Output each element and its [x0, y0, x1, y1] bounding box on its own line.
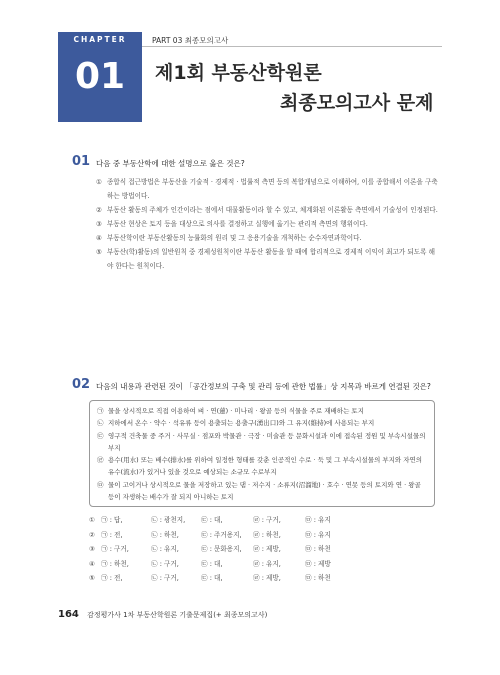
passage-item: ㉣ 용수(用水) 또는 배수(排水)를 위하여 일정한 형태를 갖춘 인공적인 수로 · 둑 및 그 부속시설물의 부지와 자연의 유수(流水)가 있거나 있을 것으로 예상되는 소규모 수로부지	[97, 456, 423, 477]
passage-item: ㉢ 영구적 건축물 중 주거 · 사무실 · 점포와 박물관 · 극장 · 미술관 등 문화시설과 이에 접속된 정원 및 부속시설물의 부지	[97, 431, 426, 452]
page-footer	[58, 609, 267, 620]
choice-3[interactable]: ③ 부동산 현상은 토지 등을 대상으로 의사를 결정하고 실행에 옮기는 관리적 측면의 행위이다.	[96, 220, 368, 228]
answer-option-4[interactable]: ④ ㉠ : 하천, ㉡ : 구거, ㉢ : 대, ㉣ : 유지, ㉤ : 제방	[89, 559, 331, 568]
question-1-text: 다음 중 부동산학에 대한 설명으로 옳은 것은?	[96, 159, 245, 168]
page-title-line1: 제1회 부동산학원론	[155, 62, 322, 84]
question-2-text: 다음의 내용과 관련된 것이 「공간정보의 구축 및 관리 등에 관한 법률」상 지목과 바르게 연결된 것은?	[96, 382, 431, 391]
chapter-box	[58, 32, 142, 122]
question-2-number: 02	[72, 377, 91, 392]
answer-option-1[interactable]: ① ㉠ : 답, ㉡ : 광천지, ㉢ : 대, ㉣ : 구거, ㉤ : 유지	[89, 516, 331, 524]
question-2-passage-box	[89, 400, 435, 507]
answer-option-2[interactable]: ② ㉠ : 전, ㉡ : 하천, ㉢ : 주거용지, ㉣ : 하천, ㉤ : 유지	[89, 530, 331, 539]
question-2-answers	[89, 513, 365, 586]
header-divider	[142, 46, 442, 47]
chapter-number: 01	[74, 56, 126, 97]
passage-item: ㉠ 물을 상시적으로 직접 이용하여 벼 · 연(蓮) · 미나리 · 왕골 등의 식물을 주로 재배하는 토지	[97, 407, 364, 415]
choice-1[interactable]: ① 종합식 접근방법은 부동산을 기술적 · 경제적 · 법률적 측면 등의 복합개념으로 이해하여, 이를 종합해서 이론을 구축하는 방법이다.	[96, 178, 438, 200]
question-1-number: 01	[72, 154, 91, 169]
part-label: PART 03 최종모의고사	[152, 36, 229, 45]
book-title: 감정평가사 1차 부동산학원론 기출문제집(+ 최종모의고사)	[87, 611, 268, 619]
answer-option-5[interactable]: ⑤ ㉠ : 전, ㉡ : 구거, ㉢ : 대, ㉣ : 제방, ㉤ : 하천	[89, 574, 331, 583]
page-title-line2: 최종모의고사 문제	[280, 92, 434, 114]
passage-item: ㉡ 지하에서 온수 · 약수 · 석유류 등이 용출되는 용출구(湧出口)와 그 유지(維持)에 사용되는 부지	[97, 419, 375, 428]
question-1-choices	[96, 175, 438, 273]
answer-option-3[interactable]: ③ ㉠ : 구거, ㉡ : 유지, ㉢ : 문화용지, ㉣ : 제방, ㉤ : 하천	[89, 545, 331, 554]
chapter-label: CHAPTER	[73, 35, 127, 44]
choice-5[interactable]: ⑤ 부동산(학)활동)의 일반원칙 중 경제성원칙이란 부동산 활동을 할 때에 합리적으로 경제적 이익이 최고가 되도록 해야 한다는 원칙이다.	[96, 248, 435, 270]
page-number: 164	[58, 609, 79, 620]
choice-2[interactable]: ② 부동산 활동의 주체가 인간이라는 점에서 대물활동이라 할 수 있고, 체계화된 이론활동 측면에서 기술성이 인정된다.	[96, 206, 438, 214]
choice-4[interactable]: ④ 부동산학이란 부동산활동의 능률화의 원리 및 그 응용기술을 개척하는 순수자연과학이다.	[96, 234, 362, 242]
passage-item: ㉤ 물이 고이거나 상시적으로 물을 저장하고 있는 댐 · 저수지 · 소류지(沼溜地) · 호수 · 연못 등의 토지와 연 · 왕골 등이 자생하는 배수가 잘 되지 아니하는 토지	[97, 480, 421, 502]
